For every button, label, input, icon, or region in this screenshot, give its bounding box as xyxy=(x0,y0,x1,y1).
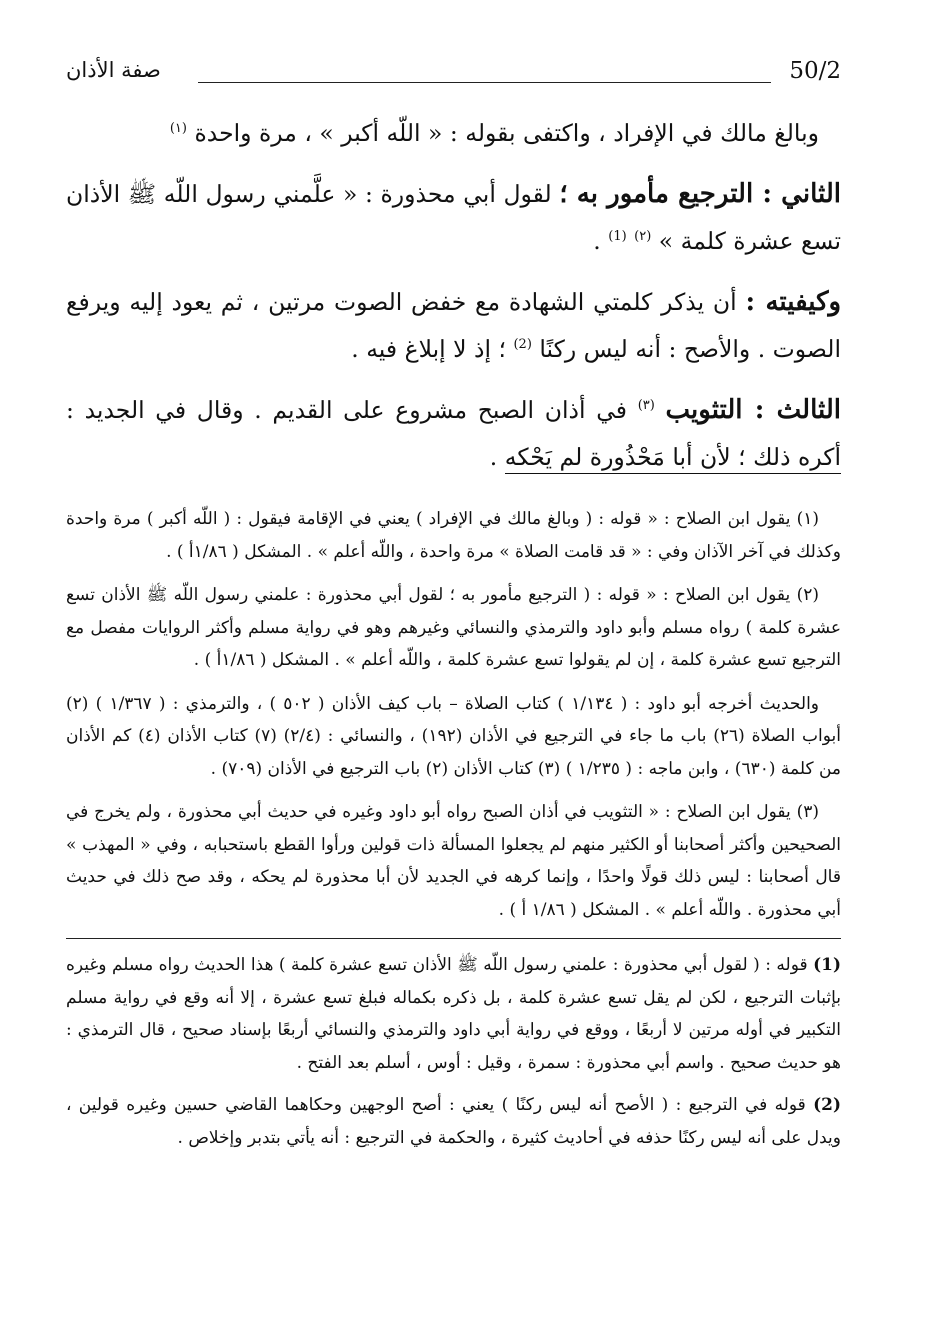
paragraph-tail: . xyxy=(593,227,609,255)
page xyxy=(66,58,841,1324)
editor-footnote-2 xyxy=(66,1089,841,1154)
footnote-divider xyxy=(66,938,841,939)
main-text xyxy=(66,110,841,481)
footnote-text: قوله : ( لقول أبي محذورة : علمني رسول اللّه ﷺ الأذان تسع عشرة كلمة ) هذا الحديث رواه مسلم وغيره بإثبات الترجيع ، لكن لم يقل تسع عشرة كلمة ، بل ذكره بكماله فبلغ تسع عشرة ، إلا أنه وقع في رواية مسلم التكبير في أوله مرتين لا أربعًا ، ووقع في رواية أبي داود والترمذي والنسائي أربعًا بإسناد صحيح ، قال الترمذي : هو حديث صحيح . واسم أبي محذورة : سمرة ، وقيل : أوس ، أسلم بعد الفتح . xyxy=(66,955,841,1073)
editor-footnote-ref: (1) xyxy=(608,229,627,245)
footnote-number: (1) xyxy=(813,955,841,975)
paragraph-text: في أذان الصبح مشروع على القديم . وقال في الجديد : xyxy=(66,396,638,424)
paragraph-lead: الثاني : الترجيع مأمور به ؛ xyxy=(559,179,841,209)
footnote: (١) يقول ابن الصلاح : « قوله : ( وبالغ مالك في الإفراد ) يعني في الإقامة فيقول : ( اللّه أكبر ) مرة واحدة وكذلك في آخر الآذان وفي : « قد قامت الصلاة » مرة واحدة ، واللّه أعلم » . المشكل ( ١/٨٦أ ) . xyxy=(66,509,841,562)
paragraph-tail: ؛ إذ لا إبلاغ فيه . xyxy=(351,335,514,363)
footnote: والحديث أخرجه أبو داود : ( ١/١٣٤ ) كتاب الصلاة – باب كيف الأذان ( ٥٠٢ ) ، والترمذي : ( ١/٣٦٧ ) (٢) أبواب الصلاة (٢٦) باب ما جاء في الترجيع في الأذان (١٩٢) ، والنسائي : (٢/٤) (٧) كتاب الأذان (٤) كم الأذان من كلمة (٦٣٠) ، وابن ماجه : ( ١/٢٣٥ ) (٣) كتاب الأذان (٢) باب الترجيع في الأذان (٧٠٩) . xyxy=(66,693,841,779)
editor-footnote-1 xyxy=(66,949,841,1079)
paragraph-lead: وكيفيته : xyxy=(745,287,842,317)
editor-footnotes xyxy=(66,949,841,1154)
footnote: (٢) يقول ابن الصلاح : « قوله : ( الترجيع مأمور به ؛ لقول أبي محذورة : علمني رسول اللّه ﷺ الأذان تسع عشرة كلمة ) رواه مسلم وأبو داود والترمذي والنسائي وغيرهم وهو في رواية مسلم وأكثر الروايات مفصل مع الترجيع تسع عشرة كلمة ، إن لم يقولوا تسع عشرة كلمة ، واللّه أعلم » . المشكل ( ١/٨٦أ ) . xyxy=(66,585,841,670)
footnote-ref: (٢) xyxy=(634,229,652,245)
underlined-quote: أكره ذلك ؛ لأن أبا مَحْذُورة لم يَحْكه xyxy=(505,443,841,474)
main-paragraph-2 xyxy=(66,171,841,265)
paragraph-text: لقول أبي محذورة : « علَّمني رسول اللّه ﷺ الأذان تسع عشرة كلمة » xyxy=(66,180,841,255)
main-paragraph-3 xyxy=(66,279,841,373)
running-header xyxy=(66,58,841,92)
page-number: 50/2 xyxy=(789,58,841,84)
main-paragraph-1 xyxy=(66,110,841,157)
editor-footnote-ref: (2) xyxy=(513,337,532,353)
footnote-text: قوله في الترجيع : ( الأصح أنه ليس ركنًا ) يعني : أصح الوجهين وحكاهما القاضي حسين وغيره قولين ، ويدل على أنه ليس ركنًا حذفه في أحاديث كثيرة ، والحكمة في الترجيع : أنه يأتي بتدبر وإخلاص . xyxy=(66,1095,841,1148)
main-paragraph-4 xyxy=(66,387,841,481)
paragraph-text: أن يذكر كلمتي الشهادة مع خفض الصوت مرتين ، ثم يعود إليه ويرفع الصوت . والأصح : أنه ليس ركنًا xyxy=(66,288,841,363)
footnote-number: (2) xyxy=(813,1095,841,1115)
paragraph-tail: . xyxy=(489,443,505,471)
footnote: (٣) يقول ابن الصلاح : « التثويب في أذان الصبح رواه أبو داود وغيره في حديث أبي محذورة ، ولم يخرج في الصحيحين وأكثر أصحابنا أو الكثير منهم لم يجعلوا المسألة ذات قولين ورأوا القطع باستحبابه ، وفي « المهذب » قال أصحابنا : ليس ذلك قولًا واحدًا ، وإنما كرهه في الجديد لأن أبا محذورة لم يحكه ، وقد صح ذلك في حديث أبي محذورة . واللّه أعلم » . المشكل ( ١/٨٦ أ ) . xyxy=(66,802,841,920)
header-rule xyxy=(198,82,771,83)
paragraph-text: وبالغ مالك في الإفراد ، واكتفى بقوله : « اللّه أكبر » ، مرة واحدة xyxy=(194,119,819,147)
paragraph-lead: الثالث : التثويب xyxy=(665,395,841,425)
footnote-ref: (٣) xyxy=(637,398,655,414)
footnotes xyxy=(66,503,841,926)
footnote-ref: (١) xyxy=(169,121,187,137)
book-title: صفة الأذان xyxy=(66,58,161,82)
